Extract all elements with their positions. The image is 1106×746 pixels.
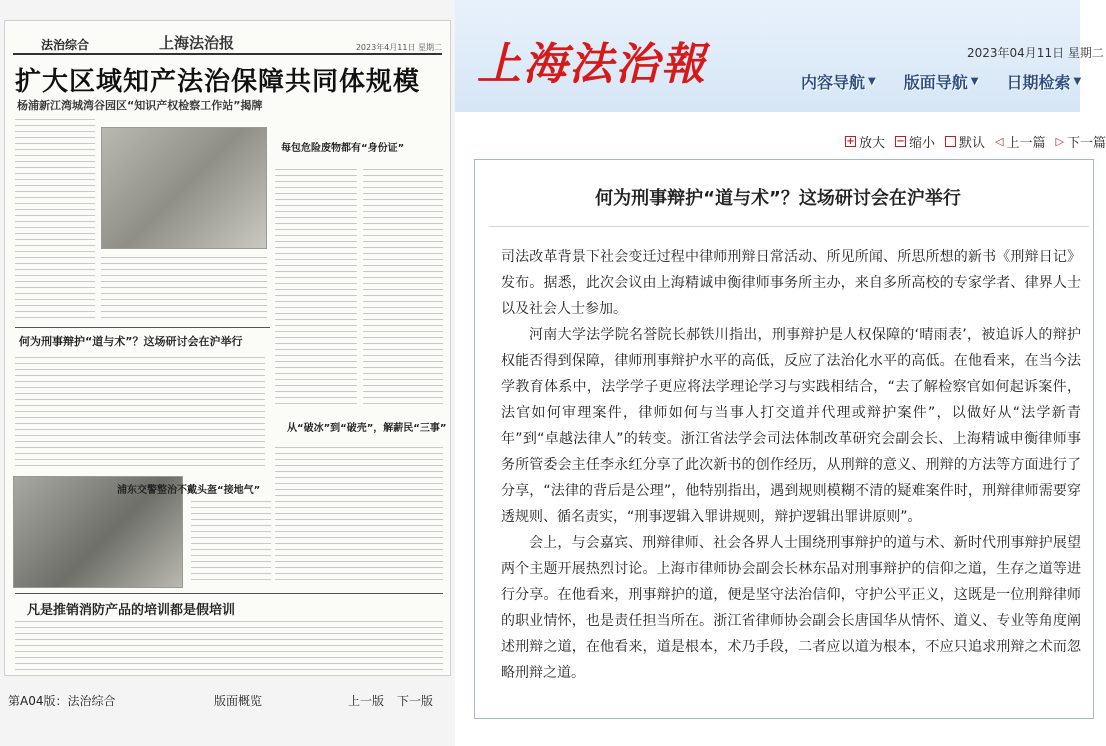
newspaper-headline-5[interactable]: 浦东交警整治不戴头盔“接地气” [117,485,261,496]
nav-date-search-label: 日期检索 [1006,73,1071,92]
title-divider [489,226,1089,227]
triangle-left-icon: ◁ [995,135,1004,148]
article-paragraph: 会上，与会嘉宾、刑辩律师、社会各界人士围绕刑事辩护的道与术、新时代刑事辩护展望两个主题开展热烈讨论。上海市律师协会副会长林东品对刑事辩护的信仰之道，生存之道等进行分享。在他看来，刑事辩护的道，便是坚守法治信仰，守护公平正义，这既是一位刑辩律师的职业情怀，也是责任担当所在。浙江省律师协会副会长唐国华从情怀、道义、专业等角度阐述刑辩之道，在他看来，道是根本，术乃手段，二者应以道为根本，不应只追求刑辩之术而忽略刑辩之道。 [501,535,1081,681]
article-toolbar [845,132,1106,151]
newspaper-text-block [191,501,271,585]
newspaper-date-line: 2023年4月11日 星期二 [355,43,442,52]
next-article-button[interactable] [1056,132,1106,151]
newspaper-photo-ceremony [101,127,267,249]
nav-layout-label: 版面导航 [903,73,968,92]
zoom-in-label: 放大 [859,136,886,151]
newspaper-section-label: 法治综合 [41,38,90,52]
article-paragraph: 司法改革背景下社会变迁过程中律师刑辩日常活动、所见所闻、所思所想的新书《刑辩日记》发布。据悉，此次会议由上海精诚申衡律师事务所主办，来自多所高校的专家学者、律界人士以及社会人士参加。 [501,249,1081,317]
triangle-right-icon: ▷ [1055,135,1064,148]
site-banner [455,0,1104,112]
nav-content[interactable] [801,70,876,93]
newspaper-masthead: 上海法治报 [159,34,235,52]
newspaper-headline-6[interactable]: 凡是推销消防产品的培训都是假培训 [27,603,236,618]
zoom-out-label: 缩小 [909,136,936,151]
prev-article-label: 上一篇 [1006,136,1046,151]
square-icon [945,136,956,147]
newspaper-page-header [13,27,442,55]
article-body [501,244,1081,686]
newspaper-headline[interactable]: 扩大区域知产法治保障共同体规模 [15,67,421,97]
next-article-label: 下一篇 [1067,136,1106,151]
default-size-button[interactable] [945,132,985,151]
newspaper-text-block [15,357,265,467]
nav-content-label: 内容导航 [801,73,866,92]
page-label: 第A04版：法治综合 [8,694,116,708]
newspaper-text-block [15,621,443,671]
chevron-down-icon: ▼ [1073,76,1082,87]
article-panel [474,159,1094,719]
newspaper-text-block [363,169,443,409]
newspaper-headline-4[interactable]: 从“破冰”到“破壳”，解薪民“三事” [287,423,447,434]
newspaper-headline-3[interactable]: 每包危险废物都有“身份证” [281,143,405,154]
next-page-link[interactable]: 下一版 [397,694,434,708]
newspaper-divider [15,593,443,594]
minus-icon: − [896,136,905,147]
zoom-in-button[interactable] [845,132,885,151]
newspaper-subheadline: 杨浦新江湾城湾谷园区“知识产权检察工作站”揭牌 [17,99,263,112]
newspaper-divider [15,327,270,328]
overview-link[interactable]: 版面概览 [214,694,263,708]
page-footer-nav [0,690,455,714]
zoom-out-button[interactable] [895,132,935,151]
article-title: 何为刑事辩护“道与术”？这场研讨会在沪举行 [595,188,961,209]
newspaper-panel [0,0,455,746]
site-logo[interactable]: 上海法治報 [477,39,707,90]
plus-icon: + [846,136,855,147]
nav-date-search[interactable] [1006,70,1081,93]
prev-page-link[interactable]: 上一版 [348,694,385,708]
newspaper-text-block [275,447,443,583]
newspaper-headline-2[interactable]: 何为刑事辩护“道与术”？这场研讨会在沪举行 [19,335,243,348]
banner-date: 2023年04月11日 星期二 [967,46,1104,60]
newspaper-text-block [15,119,95,319]
newspaper-text-block [101,257,267,319]
chevron-down-icon: ▼ [970,76,979,87]
newspaper-text-block [275,169,357,409]
prev-article-button[interactable] [995,132,1045,151]
article-paragraph: 河南大学法学院名誉院长郝铁川指出，刑事辩护是人权保障的‘晴雨表’，被追诉人的辩护权能否得到保障，律师刑事辩护水平的高低，反应了法治化水平的高低。在他看来，在当今法学教育体系中，法学学子更应将法学理论学习与实践相结合，“去了解检察官如何起诉案件，法官如何审理案件，律师如何与当事人打交道并代理或辩护案件”，以做好从“法学新青年”到“卓越法律人”的转变。浙江省法学会司法体制改革研究会副会长、上海精诚申衡律师事务所管委会主任李永红分享了此次新书的创作经历，从刑辩的意义、刑辩的方法等方面进行了分享，“法律的背后是公理”，他特别指出，遇到规则模糊不清的疑难案件时，刑辩律师需要穿透规则、循名责实，“刑事逻辑入罪讲规则，辩护逻辑出罪讲原则”。 [501,327,1081,525]
nav-layout[interactable] [904,70,979,93]
default-size-label: 默认 [959,136,986,151]
newspaper-page-image[interactable] [4,20,451,676]
chevron-down-icon: ▼ [868,76,876,87]
main-nav [801,70,1081,93]
